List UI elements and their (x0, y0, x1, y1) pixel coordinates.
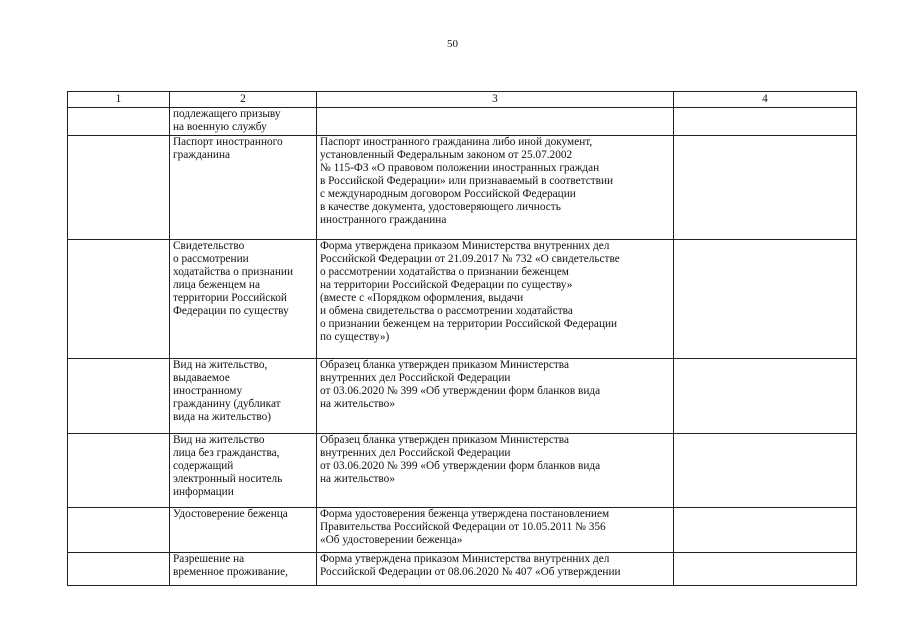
table-cell (674, 508, 857, 553)
document-description-cell: Паспорт иностранного гражданина либо иной документ, установленный Федеральным законом от 25.07.2002 № 115-ФЗ «О правовом положении иностранных граждан в Российской Федерации» или признаваемый в соответствии с международным договором Российской Федерации в качестве документа, удостоверяющего личность иностранного гражданина (317, 136, 674, 240)
table-cell (674, 108, 857, 136)
document-description-cell: Форма удостоверения беженца утверждена постановлением Правительства Российской Федерации от 10.05.2011 № 356 «Об удостоверении беженца» (317, 508, 674, 553)
table-row (68, 108, 857, 136)
document-name-cell: Свидетельство о рассмотрении ходатайства о признании лица беженцем на территории Российской Федерации по существу (170, 240, 317, 359)
table-cell (68, 553, 170, 586)
document-name-cell: Удостоверение беженца (170, 508, 317, 553)
page-number: 50 (447, 38, 458, 50)
table-cell (68, 136, 170, 240)
table-row (68, 553, 857, 586)
document-table (67, 91, 857, 586)
document-description-cell: Образец бланка утвержден приказом Министерства внутренних дел Российской Федерации от 03.06.2020 № 399 «Об утверждении форм бланков вида на жительство» (317, 359, 674, 434)
document-name-cell: Паспорт иностранного гражданина (170, 136, 317, 240)
document-description-cell: Образец бланка утвержден приказом Министерства внутренних дел Российской Федерации от 03.06.2020 № 399 «Об утверждении форм бланков вида на жительство» (317, 434, 674, 508)
document-name-cell: подлежащего призыву на военную службу (170, 108, 317, 136)
table-row (68, 136, 857, 240)
document-name-cell: Разрешение на временное проживание, (170, 553, 317, 586)
table-cell (68, 359, 170, 434)
table-header-row (68, 92, 857, 108)
document-name-cell: Вид на жительство лица без гражданства, содержащий электронный носитель информации (170, 434, 317, 508)
document-name-cell: Вид на жительство, выдаваемое иностранному гражданину (дубликат вида на жительство) (170, 359, 317, 434)
table-cell (674, 136, 857, 240)
table-row (68, 240, 857, 359)
column-header-4: 4 (674, 92, 857, 108)
table-cell (674, 359, 857, 434)
table-row (68, 508, 857, 553)
document-description-cell: Форма утверждена приказом Министерства внутренних дел Российской Федерации от 21.09.2017 № 732 «О свидетельстве о рассмотрении ходатайства о признании беженцем на территории Российской Федерации по существу» (вместе с «Порядком оформления, выдачи и обмена свидетельства о рассмотрении ходатайства о признании беженцем на территории Российской Федерации по существу») (317, 240, 674, 359)
column-header-2: 2 (170, 92, 317, 108)
table-cell (68, 108, 170, 136)
table-row (68, 359, 857, 434)
table-row (68, 434, 857, 508)
table-cell (68, 434, 170, 508)
table-cell (674, 553, 857, 586)
document-description-cell (317, 108, 674, 136)
table-cell (68, 240, 170, 359)
table-cell (68, 508, 170, 553)
table-cell (674, 240, 857, 359)
table-cell (674, 434, 857, 508)
column-header-3: 3 (317, 92, 674, 108)
document-description-cell: Форма утверждена приказом Министерства внутренних дел Российской Федерации от 08.06.2020 № 407 «Об утверждении (317, 553, 674, 586)
column-header-1: 1 (68, 92, 170, 108)
